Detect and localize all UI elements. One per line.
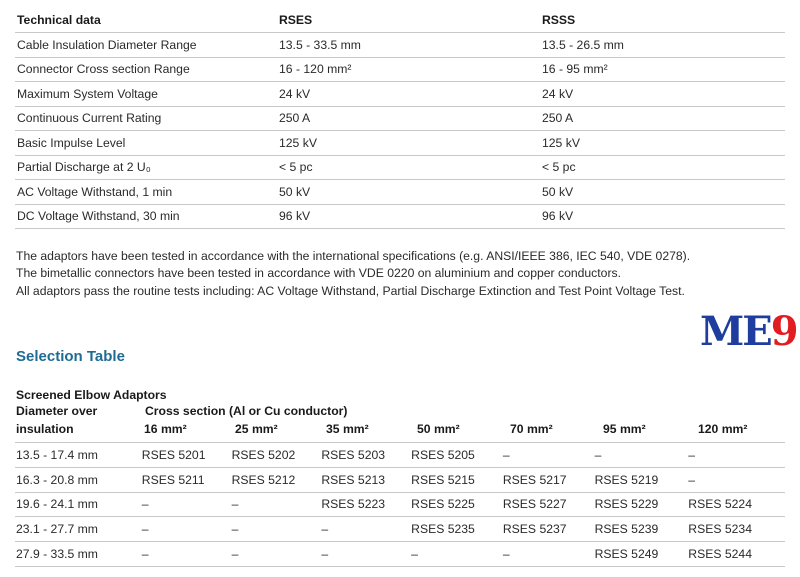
diameter-cell: 23.1 - 27.7 mm [15,517,142,542]
spec-rsss-value: 50 kV [542,180,785,205]
table-row [15,33,785,58]
selection-table-title: Selection Table [16,348,125,365]
spec-label: Cable Insulation Diameter Range [15,33,279,58]
part-cell: RSES 5213 [321,467,411,492]
spec-label: AC Voltage Withstand, 1 min [15,180,279,205]
spec-label: Connector Cross section Range [15,57,279,82]
table-row [15,443,785,468]
technical-header-label: Technical data [15,8,279,33]
part-cell: – [595,443,689,468]
diameter-cell: 19.6 - 24.1 mm [15,492,142,517]
part-cell: – [503,542,595,567]
diameter-header-line2: insulation [16,422,74,436]
spec-rses-value: 250 A [279,106,542,131]
part-cell: RSES 5212 [232,467,322,492]
part-cell: RSES 5225 [411,492,503,517]
table-row [15,542,785,567]
diameter-header-line1: Diameter over [16,404,98,418]
part-cell: – [688,443,785,468]
table-row [15,180,785,205]
table-row [15,517,785,542]
spec-rses-value: 96 kV [279,204,542,229]
spec-rsss-value: 125 kV [542,131,785,156]
table-row [15,57,785,82]
spec-rsss-value: 16 - 95 mm² [542,57,785,82]
part-cell: – [232,492,322,517]
spec-rsss-value: 24 kV [542,82,785,107]
part-cell: – [232,517,322,542]
part-cell: RSES 5239 [595,517,689,542]
note-routine-tests: All adaptors pass the routine tests including: AC Voltage Withstand, Partial Discharge Extinction and Test Point Voltage Test. [16,283,685,298]
part-cell: RSES 5234 [688,517,785,542]
column-header-50: 50 mm² [417,422,460,436]
part-cell: RSES 5211 [142,467,232,492]
part-cell: RSES 5215 [411,467,503,492]
part-cell: RSES 5224 [688,492,785,517]
spec-rses-value: 50 kV [279,180,542,205]
technical-header-rsss: RSSS [542,8,785,33]
spec-label: Basic Impulse Level [15,131,279,156]
part-cell: RSES 5227 [503,492,595,517]
spec-rsss-value: < 5 pc [542,155,785,180]
table-row [15,155,785,180]
technical-header-row [15,8,785,33]
table-row [15,492,785,517]
column-header-120: 120 mm² [698,422,748,436]
spec-rsss-value: 13.5 - 26.5 mm [542,33,785,58]
part-cell: RSES 5235 [411,517,503,542]
table-row [15,131,785,156]
table-row [15,106,785,131]
part-cell: RSES 5205 [411,443,503,468]
part-cell: RSES 5202 [232,443,322,468]
part-cell: RSES 5237 [503,517,595,542]
column-header-35: 35 mm² [326,422,369,436]
part-cell: RSES 5203 [321,443,411,468]
spec-rses-value: 24 kV [279,82,542,107]
diameter-cell: 13.5 - 17.4 mm [15,443,142,468]
logo-nine-text: 9 [770,308,797,355]
part-cell: – [142,492,232,517]
part-cell: – [411,542,503,567]
part-cell: RSES 5244 [688,542,785,567]
me9-logo [700,308,797,355]
part-cell: RSES 5201 [142,443,232,468]
technical-data-table [15,8,785,229]
part-cell: RSES 5219 [595,467,689,492]
spec-rsss-value: 250 A [542,106,785,131]
part-cell: – [321,542,411,567]
table-row [15,204,785,229]
cross-section-header: Cross section (Al or Cu conductor) [145,404,348,418]
table-row [15,467,785,492]
part-cell: RSES 5217 [503,467,595,492]
part-cell: – [142,542,232,567]
spec-rses-value: 125 kV [279,131,542,156]
part-cell: – [142,517,232,542]
part-cell: RSES 5229 [595,492,689,517]
spec-rses-value: 13.5 - 33.5 mm [279,33,542,58]
note-bimetallic: The bimetallic connectors have been tested in accordance with VDE 0220 on aluminium and copper conductors. [16,266,621,281]
technical-rows [15,33,785,229]
logo-me-text: ME [700,308,771,355]
part-cell: RSES 5223 [321,492,411,517]
spec-rses-value: < 5 pc [279,155,542,180]
spec-label: Maximum System Voltage [15,82,279,107]
selection-subtitle: Screened Elbow Adaptors [16,388,167,402]
diameter-cell: 27.9 - 33.5 mm [15,542,142,567]
spec-label: Continuous Current Rating [15,106,279,131]
part-cell: – [321,517,411,542]
spec-label: Partial Discharge at 2 U₀ [15,155,279,180]
spec-rses-value: 16 - 120 mm² [279,57,542,82]
table-row [15,82,785,107]
part-cell: – [503,443,595,468]
column-header-70: 70 mm² [510,422,553,436]
diameter-cell: 16.3 - 20.8 mm [15,467,142,492]
spec-rsss-value: 96 kV [542,204,785,229]
selection-table [15,442,785,567]
spec-label: DC Voltage Withstand, 30 min [15,204,279,229]
technical-header-rses: RSES [279,8,542,33]
column-header-25: 25 mm² [235,422,278,436]
part-cell: RSES 5249 [595,542,689,567]
part-cell: – [232,542,322,567]
part-cell: – [688,467,785,492]
note-specifications: The adaptors have been tested in accordance with the international specifications (e.g. ANSI/IEEE 386, IEC 540, VDE 0278). [16,249,691,263]
column-header-95: 95 mm² [603,422,646,436]
test-notes [16,248,786,300]
column-header-16: 16 mm² [144,422,187,436]
